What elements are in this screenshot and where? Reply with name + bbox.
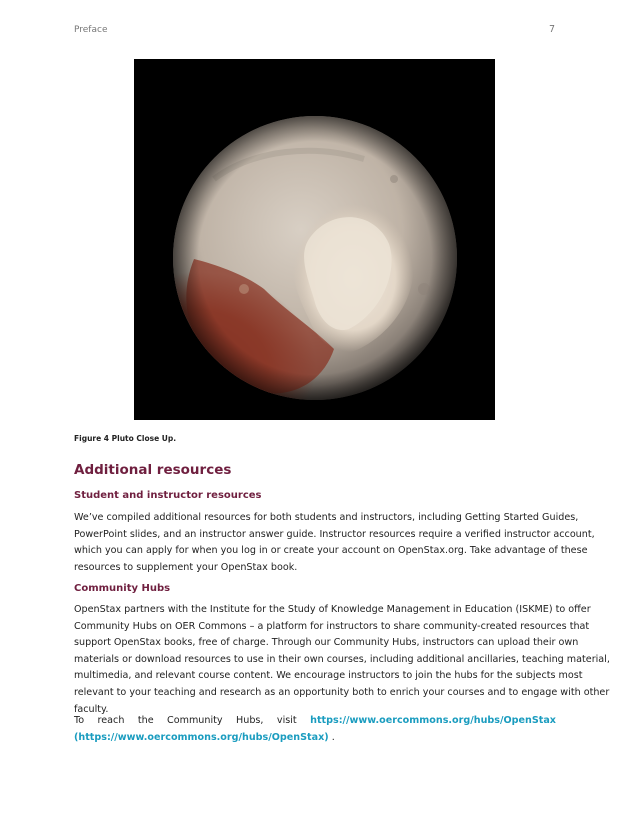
paragraph-line: support OpenStax books, free of charge. Through our Community Hubs, instructors can upload their own [74, 637, 579, 649]
reach-paragraph [74, 713, 556, 746]
running-header-section: Preface [74, 25, 108, 35]
section-title: Additional resources [74, 462, 232, 478]
paragraph-line: materials or download resources to use in their own courses, including additional ancillaries, teaching material, [74, 653, 610, 665]
community-hubs-paragraph [74, 602, 610, 718]
community-hubs-heading: Community Hubs [74, 583, 171, 594]
paragraph-line: We’ve compiled additional resources for both students and instructors, including Getting Started Guides, [74, 512, 579, 523]
paragraph-line: multimedia, and relevant course content. We encourage instructors to join the hubs for the subjects most [74, 670, 583, 682]
figure-caption: Figure 4 Pluto Close Up. [74, 434, 177, 443]
reach-line [74, 713, 556, 730]
paragraph-line: faculty. [74, 703, 109, 715]
paragraph-line: Community Hubs on OER Commons – a platform for instructors to share community-created resources that [74, 620, 590, 632]
paragraph-line: OpenStax partners with the Institute for the Study of Knowledge Management in Education (ISKME) to offer [74, 604, 591, 615]
paragraph-line: which you can apply for when you log in or create your account on OpenStax.org. Take advantage of these [74, 545, 588, 557]
student-instructor-paragraph [74, 510, 595, 576]
pluto-illustration [134, 59, 495, 420]
oercommons-link-url[interactable]: (https://www.oercommons.org/hubs/OpenStax) [74, 731, 329, 743]
oercommons-link[interactable]: https://www.oercommons.org/hubs/OpenStax [310, 715, 556, 726]
student-instructor-heading: Student and instructor resources [74, 490, 262, 501]
page-number: 7 [549, 24, 556, 35]
paragraph-line: relevant to your teaching and research as an opportunity both to enrich your courses and to engage with other [74, 686, 610, 698]
end-punctuation: . [331, 731, 335, 743]
paragraph-line: PowerPoint slides, and an instructor answer guide. Instructor resources require a verified instructor account, [74, 528, 595, 540]
reach-line [74, 730, 556, 747]
reach-text: To reach the Community Hubs, visit [74, 715, 297, 726]
paragraph-line: resources to supplement your OpenStax book. [74, 561, 298, 573]
pluto-image [134, 59, 495, 420]
